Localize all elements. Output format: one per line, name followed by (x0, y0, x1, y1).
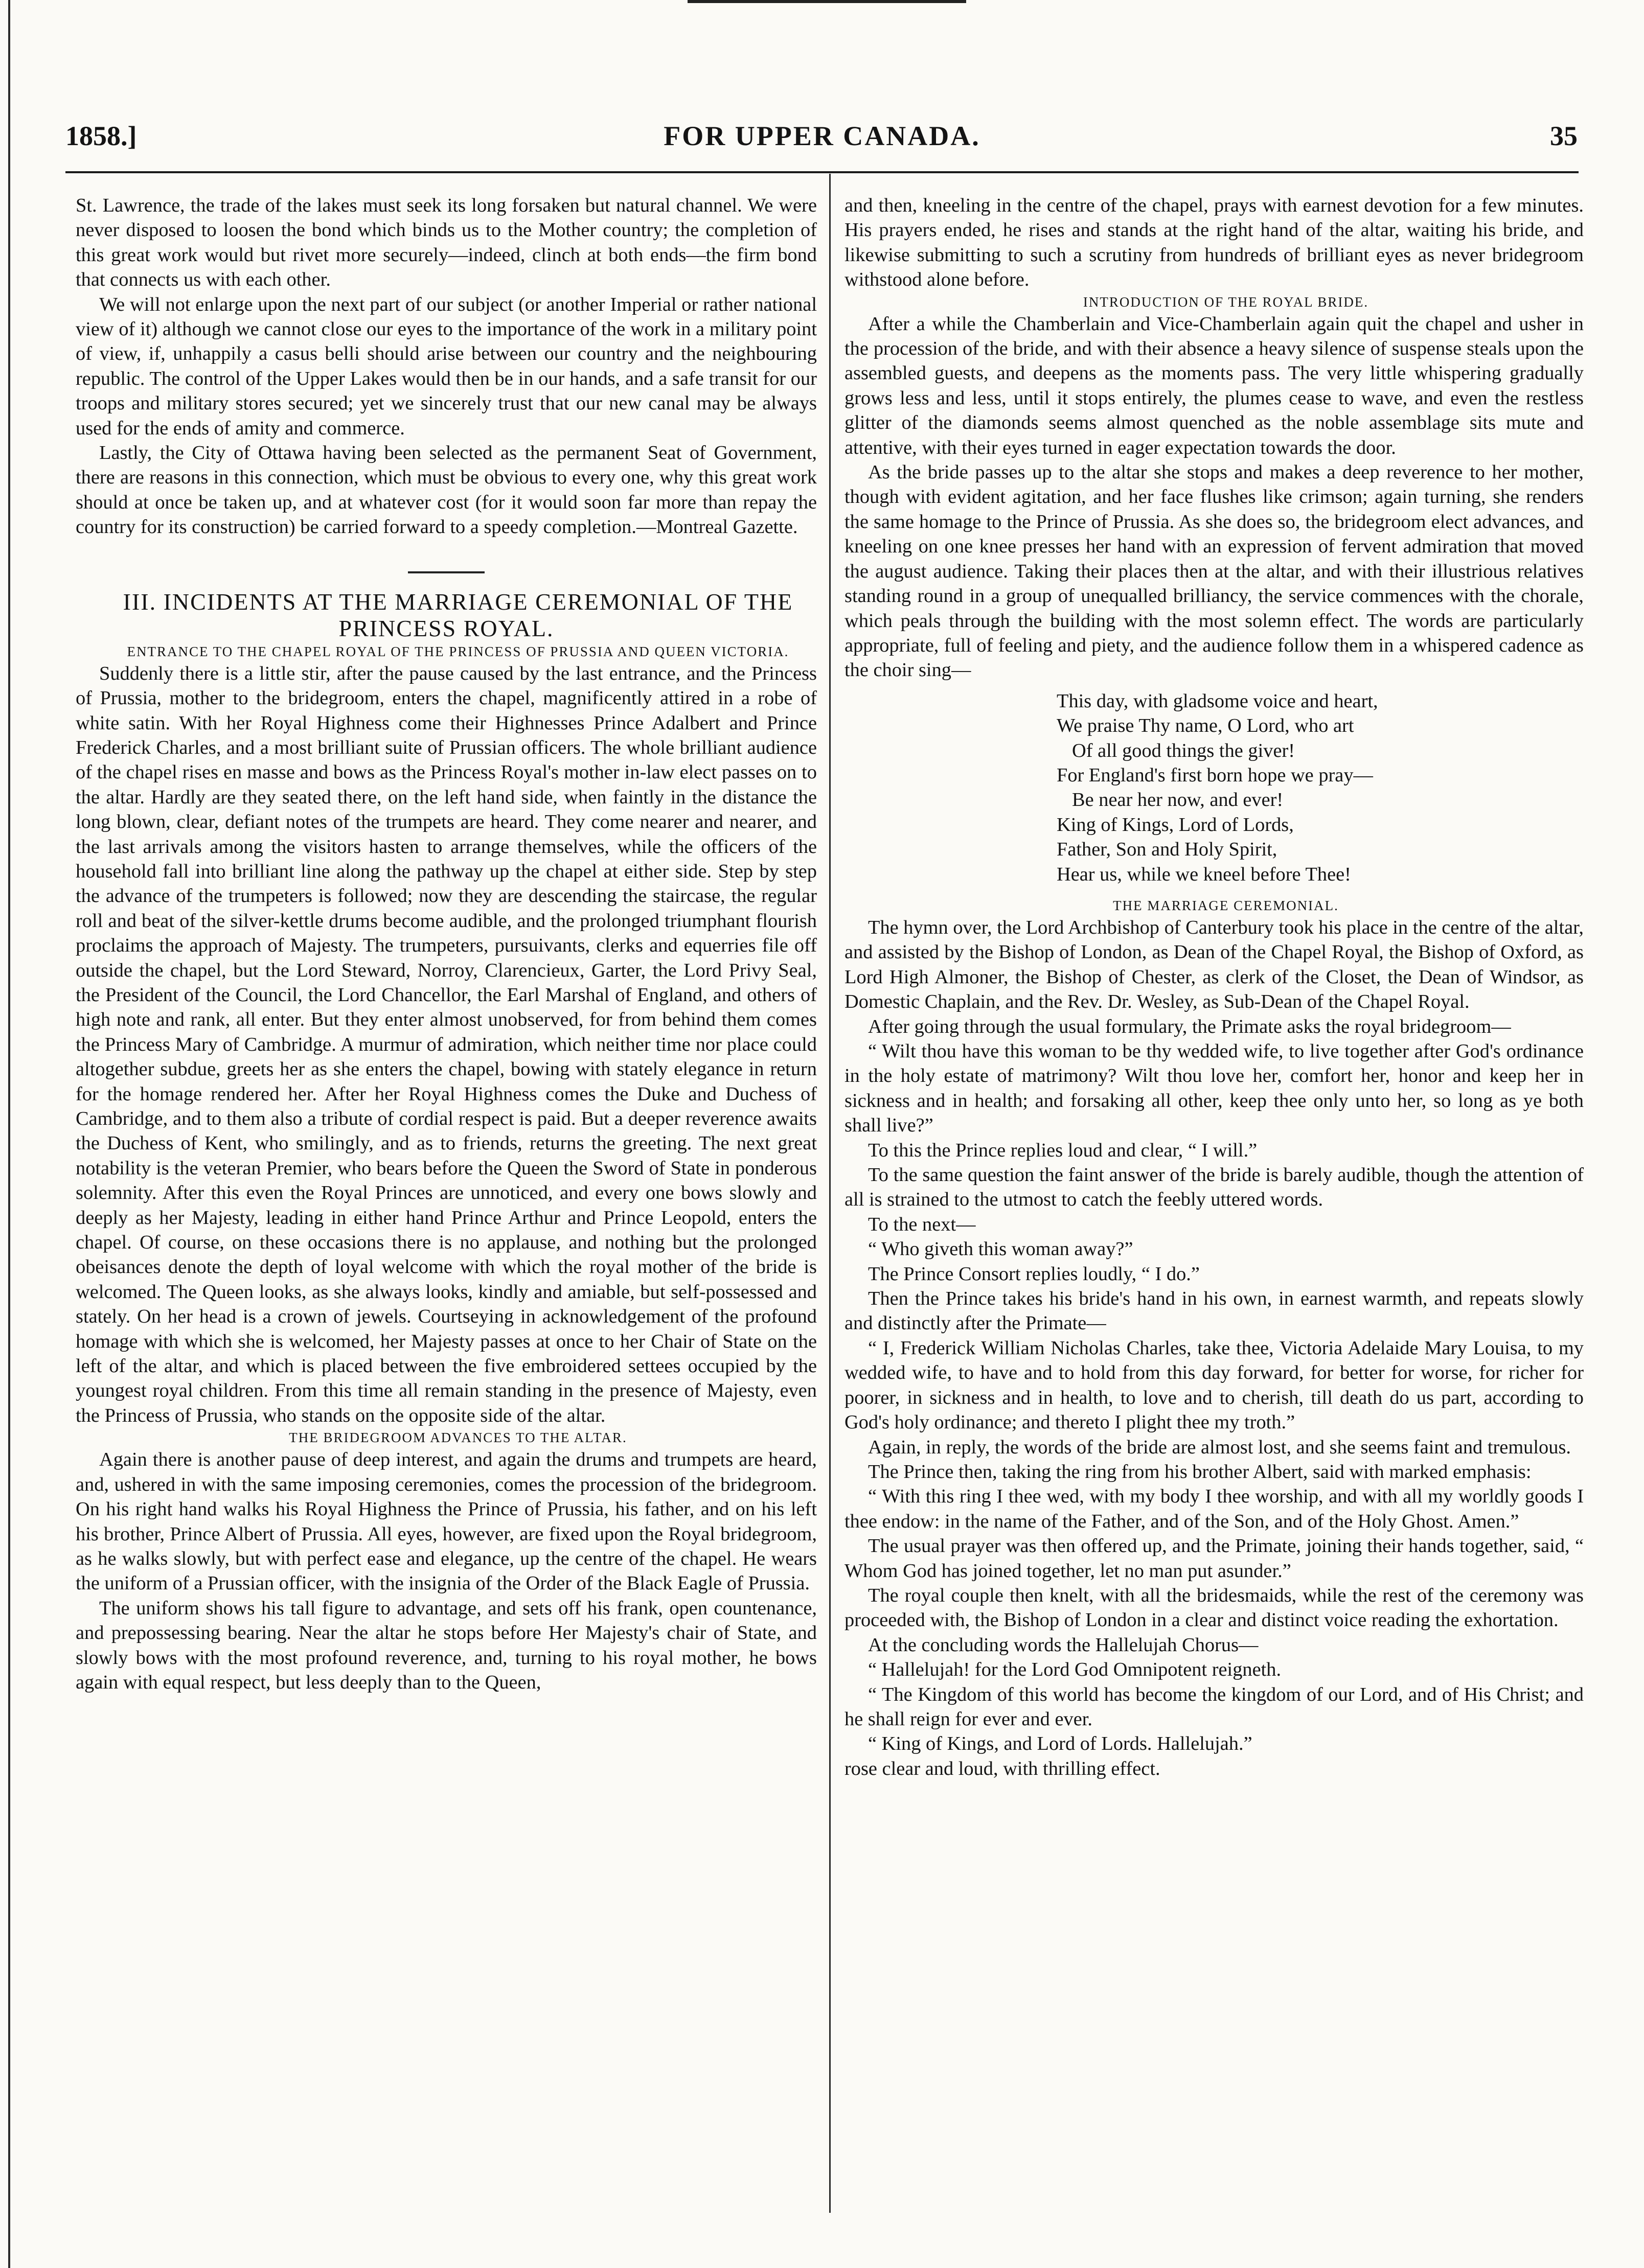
subheading-bridegroom: THE BRIDEGROOM ADVANCES TO THE ALTAR. (289, 1430, 627, 1446)
hymn-line: King of Kings, Lord of Lords, (1057, 814, 1294, 836)
hymn-line: We praise Thy name, O Lord, who art (1057, 715, 1354, 737)
paragraph: rose clear and loud, with thrilling effect. (844, 1757, 1160, 1779)
right-column (844, 193, 1584, 1781)
header-rule (65, 171, 1579, 173)
paragraph: To the next— (868, 1213, 976, 1235)
paragraph: As the bride passes up to the altar she stops and makes a deep reverence to her mother, though with evident agitation, and her face flushes like crimson; again turning, she renders the same homage to the Prince of Prussia. As she does so, the bridegroom elect advances, and kneeling on one knee presses her hand with an expression of fervent admiration that moved the august audience. Taking their places then at the altar, and with their illustrious relatives standing round in a group of unequalled brilliancy, the service commences with the chorale, which peals through the building with the most solemn effect. The words are particularly appropriate, full of feeling and piety, and the audience follow them in a whispered cadence as the choir sing— (844, 461, 1584, 681)
paragraph: The Prince then, taking the ring from his brother Albert, said with marked emphasis: (868, 1461, 1532, 1483)
paragraph: “ Hallelujah! for the Lord God Omnipotent reigneth. (868, 1659, 1282, 1681)
hymn-line: Of all good things the giver! (1072, 739, 1295, 761)
paragraph: “ The Kingdom of this world has become the kingdom of our Lord, and of His Christ; and he shall reign for ever and ever. (844, 1683, 1584, 1730)
header-page-number: 35 (1550, 121, 1578, 151)
paragraph: After a while the Chamberlain and Vice-Chamberlain again quit the chapel and usher in the procession of the bride, and with their absence a heavy silence of suspense steals upon the assembled guests, and deepens as the moments pass. The very little whispering gradually grows less and less, until it stops entirely, the plumes cease to wave, and even the restless glitter of the diamonds seems almost quenched as the noble assemblage sits mute and attentive, with their eyes turned in eager expectation towards the door. (844, 313, 1584, 458)
paragraph: To this the Prince replies loud and clear, “ I will.” (868, 1139, 1258, 1161)
hymn-line: Hear us, while we kneel before Thee! (1057, 863, 1351, 885)
section-title: III. INCIDENTS AT THE MARRIAGE CEREMONIAL OF THE PRINCESS ROYAL. (123, 588, 793, 641)
column-divider (829, 174, 831, 2213)
paragraph: The hymn over, the Lord Archbishop of Canterbury took his place in the centre of the altar, and assisted by the Bishop of London, as Dean of the Chapel Royal, the Bishop of Oxford, as Lord High Almoner, the Bishop of Chester, as clerk of the Closet, the Dean of Windsor, as Domestic Chaplain, and the Rev. Dr. Wesley, as Sub-Dean of the Chapel Royal. (844, 916, 1584, 1013)
header-year: 1858.] (65, 121, 137, 151)
paragraph: “ King of Kings, and Lord of Lords. Hallelujah.” (868, 1733, 1252, 1755)
header-title: FOR UPPER CANADA. (664, 121, 980, 151)
subheading-entrance: ENTRANCE TO THE CHAPEL ROYAL OF THE PRINCESS OF PRUSSIA AND QUEEN VICTORIA. (127, 643, 789, 659)
paragraph: and then, kneeling in the centre of the chapel, prays with earnest devotion for a few minutes. His prayers ended, he rises and stands at the right hand of the altar, waiting his bride, and likewise submitting to such a scrutiny from hundreds of brilliant eyes as never bridegroom withstood alone before. (844, 195, 1584, 291)
paragraph: After going through the usual formulary, the Primate asks the royal bridegroom— (868, 1015, 1511, 1037)
paragraph: The usual prayer was then offered up, and the Primate, joining their hands together, said, “ Whom God has joined together, let no man put asunder.” (844, 1535, 1584, 1582)
paragraph: We will not enlarge upon the next part of our subject (or another Imperial or rather national view of it) although we cannot close our eyes to the importance of the work in a military point of view, if, unhappily a casus belli should arise between our country and the neighbouring republic. The control of the Upper Lakes would then be in our hands, and a safe transit for our troops and military stores secured; yet we sincerely trust that our new canal may be always used for the ends of amity and commerce. (76, 293, 817, 439)
paragraph: Again there is another pause of deep interest, and again the drums and trumpets are heard, and, ushered in with the same imposing ceremonies, comes the procession of the bridegroom. On his right hand walks his Royal Highness the Prince of Prussia, his father, and on his left his brother, Prince Albert of Prussia. All eyes, however, are fixed upon the Royal bridegroom, as he walks slowly, but with perfect ease and elegance, up the centre of the chapel. He wears the uniform of a Prussian officer, with the insignia of the Order of the Black Eagle of Prussia. (76, 1449, 817, 1594)
paragraph: The Prince Consort replies loudly, “ I do.” (868, 1263, 1200, 1285)
paragraph: St. Lawrence, the trade of the lakes must seek its long forsaken but natural channel. We were never disposed to loosen the bond which binds us to the Mother country; the completion of this great work would but rivet more securely—indeed, clinch at both ends—the firm bond that connects us with each other. (76, 195, 817, 291)
left-column (76, 193, 817, 1695)
hymn-verse (844, 689, 1584, 887)
paragraph: Again, in reply, the words of the bride are almost lost, and she seems faint and tremulous. (868, 1436, 1571, 1458)
page-edge-rule (8, 0, 10, 2268)
paragraph: Lastly, the City of Ottawa having been selected as the permanent Seat of Government, there are reasons in this connection, which must be obvious to every one, why this great work should at once be taken up, and at whatever cost (for it would soon far more than repay the country for its construction) be carried forward to a speedy completion.—Montreal Gazette. (76, 442, 817, 538)
paragraph: “ I, Frederick William Nicholas Charles, take thee, Victoria Adelaide Mary Louisa, to my wedded wife, to have and to hold from this day forward, for better for worse, for richer for poorer, in sickness and in health, to love and to cherish, till death do us part, according to God's holy ordinance; and thereto I plight thee my troth.” (844, 1337, 1584, 1433)
hymn-line: For England's first born hope we pray— (1057, 764, 1373, 786)
subheading-ceremony: THE MARRIAGE CEREMONIAL. (1113, 897, 1339, 913)
hymn-line: This day, with gladsome voice and heart, (1057, 690, 1378, 712)
subheading-bride: INTRODUCTION OF THE ROYAL BRIDE. (1083, 294, 1369, 310)
paragraph: “ Wilt thou have this woman to be thy wedded wife, to live together after God's ordinance in the holy estate of matrimony? Wilt thou love her, comfort her, honor and keep her in sickness and in health; and forsaking all other, keep thee only unto her, so long as ye both shall live?” (844, 1040, 1584, 1137)
paragraph: The uniform shows his tall figure to advantage, and sets off his frank, open countenance, and prepossessing bearing. Near the altar he stops before Her Majesty's chair of State, and slowly bows with the most profound reverence, and, turning to his royal mother, he bows again with equal respect, but less deeply than to the Queen, (76, 1597, 817, 1693)
hymn-line: Be near her now, and ever! (1072, 789, 1284, 811)
hymn-line: Father, Son and Holy Spirit, (1057, 839, 1277, 861)
top-rule-fragment (688, 0, 966, 3)
running-header (0, 120, 1644, 161)
paragraph: Suddenly there is a little stir, after the pause caused by the last entrance, and the Princess of Prussia, mother to the bridegroom, enters the chapel, magnificently attired in a robe of white satin. With her Royal Highness come their Highnesses Prince Adalbert and Prince Frederick Charles, and a most brilliant suite of Prussian officers. The whole brilliant audience of the chapel rises en masse and bows as the Princess Royal's mother in-law elect passes on to the altar. Hardly are they seated there, on the left hand side, when faintly in the distance the long blown, clear, defiant notes of the trumpets are heard. They come nearer and nearer, and the last arrivals among the visitors hasten to arrange themselves, while the officers of the household fall into brilliant line along the pathway up the chapel at either side. Step by step the advance of the trumpeters is followed; now they are descending the staircase, the regular roll and beat of the silver-kettle drums become audible, and the prolonged triumphant flourish proclaims the approach of Majesty. The trumpeters, pursuivants, clerks and equerries file off outside the chapel, but the Lord Steward, Norroy, Clarencieux, Garter, the Lord Privy Seal, the President of the Council, the Lord Chancellor, the Earl Marshal of England, and others of high note and rank, all enter. But they enter almost unobserved, for from behind them comes the Princess Mary of Cambridge. A murmur of admiration, which neither time nor place could altogether subdue, greets her as she enters the chapel, bowing with stately elegance in return for the homage rendered her. After her Royal Highness comes the Duke and Duchess of Cambridge, and to them also a tribute of cordial respect is paid. But a deeper reverence awaits the Duchess of Kent, who smilingly, and as to friends, returns the greeting. The next great notability is the veteran Premier, who bears before the Queen the Sword of State in ponderous solemnity. After this even the Royal Princes are unnoticed, and every one bows slowly and deeply as her Majesty, leading in either hand Prince Arthur and Prince Leopold, enters the chapel. Of course, on these occasions there is no applause, and nothing but the prolonged obeisances denote the depth of loyal welcome with which the royal mother of the bride is welcomed. The Queen looks, as she always looks, kindly and amiable, but self-possessed and stately. On her head is a crown of jewels. Courtseying in acknowledgement of the profound homage with which she is welcomed, her Majesty passes at once to her Chair of State on the left of the altar, and which is placed between the five embroidered settees occupied by the youngest royal children. From this time all remain standing in the presence of Majesty, even the Princess of Prussia, who stands on the opposite side of the altar. (76, 662, 817, 1426)
section-divider (408, 571, 485, 573)
paragraph: “ Who giveth this woman away?” (868, 1238, 1133, 1260)
paragraph: To the same question the faint answer of the bride is barely audible, though the attention of all is strained to the utmost to catch the feebly uttered words. (844, 1164, 1584, 1211)
paragraph: The royal couple then knelt, with all the bridesmaids, while the rest of the ceremony was proceeded with, the Bishop of London in a clear and distinct voice reading the exhortation. (844, 1584, 1584, 1631)
paragraph: “ With this ring I thee wed, with my body I thee worship, and with all my worldly goods I thee endow: in the name of the Father, and of the Son, and of the Holy Ghost. Amen.” (844, 1486, 1584, 1532)
paragraph: At the concluding words the Hallelujah Chorus— (868, 1634, 1259, 1656)
paragraph: Then the Prince takes his bride's hand in his own, in earnest warmth, and repeats slowly and distinctly after the Primate— (844, 1288, 1584, 1334)
